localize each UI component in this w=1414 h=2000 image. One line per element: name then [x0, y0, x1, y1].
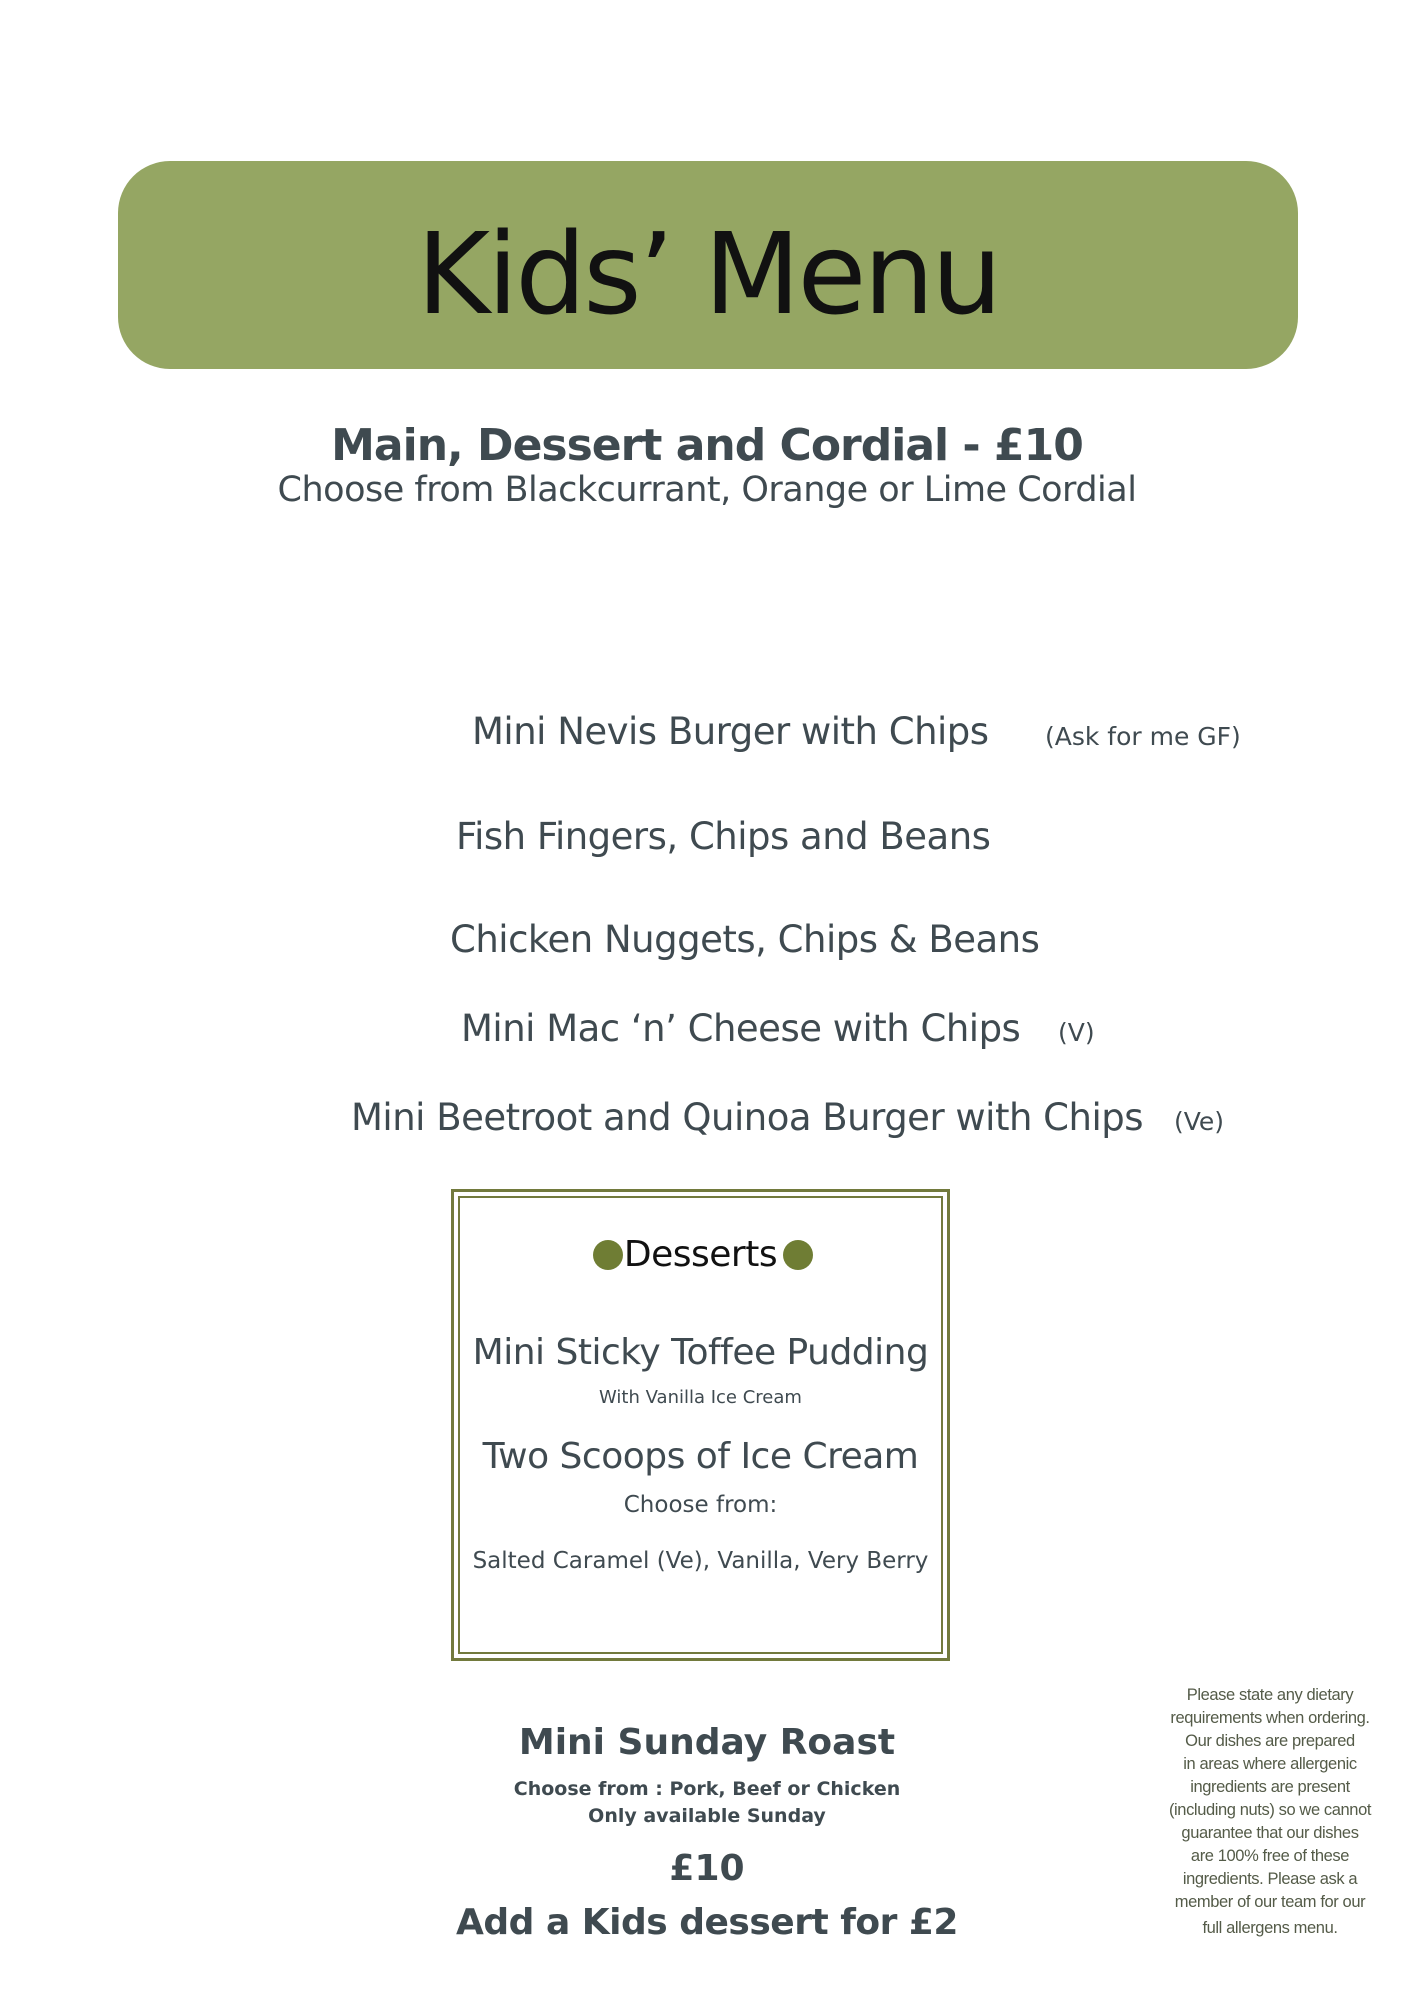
allergen-line: guarantee that our dishes [1181, 1824, 1359, 1842]
allergen-line: full allergens menu. [1202, 1919, 1338, 1937]
main-note-burger: (Ask for me GF) [1045, 722, 1241, 751]
main-item-beetroot-burger: Mini Beetroot and Quinoa Burger with Chips [351, 1096, 1144, 1139]
roast-choose: Choose from : Pork, Beef or Chicken [513, 1778, 901, 1800]
dessert-item-ice-cream: Two Scoops of Ice Cream [482, 1436, 919, 1477]
allergen-line: Please state any dietary [1186, 1686, 1354, 1704]
allergen-line: requirements when ordering. [1170, 1709, 1370, 1727]
deal-subtitle: Choose from Blackcurrant, Orange or Lime Cordial [277, 470, 1137, 510]
allergen-line: ingredients. Please ask a [1182, 1870, 1358, 1888]
allergen-line: are 100% free of these [1190, 1847, 1350, 1865]
allergen-line: member of our team for our [1174, 1893, 1366, 1911]
allergen-line: ingredients are present [1190, 1778, 1350, 1796]
main-note-mac-cheese: (V) [1058, 1018, 1095, 1047]
allergen-notice [1150, 1684, 1390, 1940]
main-item-nuggets: Chicken Nuggets, Chips & Beans [450, 918, 1040, 961]
roast-availability: Only available Sunday [588, 1805, 826, 1827]
page-title: Kids’ Menu [416, 210, 1000, 340]
desserts-box [451, 1189, 950, 1661]
main-item-fish-fingers: Fish Fingers, Chips and Beans [456, 815, 991, 858]
roast-title: Mini Sunday Roast [518, 1722, 896, 1763]
dessert-detail-sticky-toffee: With Vanilla Ice Cream [599, 1387, 802, 1408]
dessert-detail-ice-cream: Choose from: [623, 1492, 778, 1518]
main-note-beetroot-burger: (Ve) [1174, 1107, 1225, 1136]
roast-price: £10 [669, 1848, 745, 1889]
dessert-options-ice-cream: Salted Caramel (Ve), Vanilla, Very Berry [472, 1548, 929, 1574]
main-item-mac-cheese: Mini Mac ‘n’ Cheese with Chips [461, 1007, 1021, 1050]
allergen-line: (including nuts) so we cannot [1168, 1801, 1372, 1819]
roast-dessert-addon: Add a Kids dessert for £2 [456, 1902, 958, 1943]
title-banner [118, 161, 1298, 369]
deal-title: Main, Dessert and Cordial - £10 [331, 420, 1083, 471]
allergen-line: Our dishes are prepared [1185, 1732, 1355, 1750]
dessert-item-sticky-toffee: Mini Sticky Toffee Pudding [472, 1332, 929, 1373]
main-item-burger: Mini Nevis Burger with Chips [472, 710, 989, 753]
allergen-line: in areas where allergenic [1183, 1755, 1357, 1773]
desserts-heading: Desserts [623, 1234, 778, 1275]
